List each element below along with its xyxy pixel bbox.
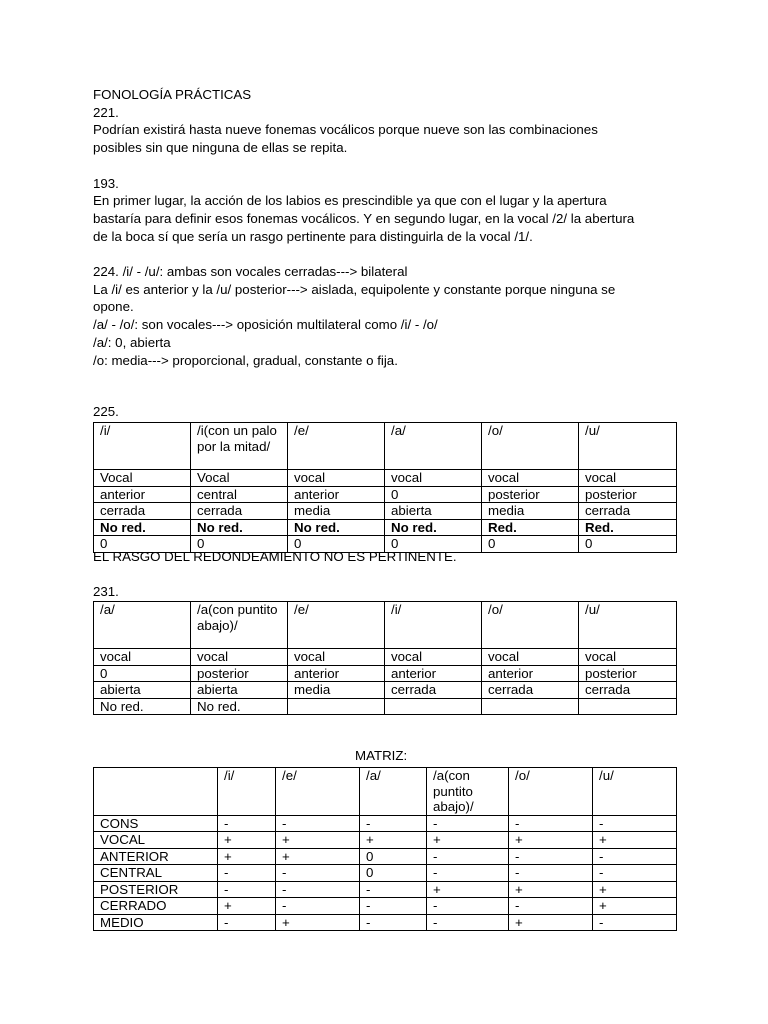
table-cell: No red.: [288, 519, 385, 536]
table-cell: anterior: [482, 665, 579, 682]
table-cell: /i/: [94, 423, 191, 470]
table-cell: +: [276, 848, 360, 865]
table-cell: /a(con puntito abajo)/: [427, 768, 509, 816]
exercise-224-line: La /i/ es anterior y la /u/ posterior---> aislada, equipolente y constante porque ninguna se: [93, 281, 616, 297]
table-cell: 0: [360, 865, 427, 882]
table-cell: +: [593, 898, 677, 915]
table-cell: /o/: [482, 423, 579, 470]
table-cell: [288, 698, 385, 715]
exercise-221-number: 221.: [93, 104, 119, 120]
table-cell: -: [427, 914, 509, 931]
table-row: [94, 602, 677, 649]
exercise-193-line: bastaría para definir esos fonemas vocálicos. Y en segundo lugar, en la vocal /2/ la abertura: [93, 210, 635, 226]
table-cell: vocal: [579, 649, 677, 666]
table-cell: /e/: [288, 423, 385, 470]
table-cell: -: [360, 881, 427, 898]
table-225: [93, 422, 677, 553]
table-cell: /e/: [288, 602, 385, 649]
exercise-224-line: 224. /i/ - /u/: ambas son vocales cerradas---> bilateral: [93, 264, 408, 279]
table-row: [94, 503, 677, 520]
table-cell: -: [276, 881, 360, 898]
table-cell: 0: [360, 848, 427, 865]
table-cell: /u/: [579, 423, 677, 470]
table-cell: cerrada: [579, 682, 677, 699]
table-row: [94, 486, 677, 503]
table-cell: cerrada: [94, 503, 191, 520]
table-row: [94, 881, 677, 898]
table-cell: +: [427, 881, 509, 898]
table-row: [94, 519, 677, 536]
table-cell: No red.: [94, 519, 191, 536]
table-row: [94, 682, 677, 699]
table-cell: Red.: [579, 519, 677, 536]
exercise-193-line: de la boca sí que sería un rasgo pertinente para distinguirla de la vocal /1/.: [93, 228, 533, 244]
table-row: [94, 898, 677, 915]
table-cell: vocal: [579, 470, 677, 487]
table-cell: anterior: [385, 665, 482, 682]
table-cell: -: [593, 865, 677, 882]
exercise-224-line: /a/: 0, abierta: [93, 334, 171, 350]
table-cell: CENTRAL: [94, 865, 218, 882]
table-cell: No red.: [385, 519, 482, 536]
table-row: [94, 832, 677, 849]
table-cell: media: [288, 503, 385, 520]
table-cell: [579, 698, 677, 715]
table-cell: central: [191, 486, 288, 503]
table-cell: cerrada: [191, 503, 288, 520]
table-cell: cerrada: [482, 682, 579, 699]
exercise-224-line: opone.: [93, 299, 134, 315]
exercise-225-number: 225.: [93, 404, 119, 419]
exercise-224-line: /a/ - /o/: son vocales---> oposición multilateral como /i/ - /o/: [93, 317, 438, 333]
table-cell: -: [509, 848, 593, 865]
table-row: [94, 665, 677, 682]
table-cell: -: [276, 815, 360, 832]
matrix-table: [93, 767, 677, 931]
table-cell: 0: [288, 536, 385, 553]
table-cell: +: [218, 848, 276, 865]
table-cell: /a(con puntito abajo)/: [191, 602, 288, 649]
table-cell: cerrada: [385, 682, 482, 699]
table-row: [94, 815, 677, 832]
table-cell: /i(con un palo por la mitad/: [191, 423, 288, 470]
table-cell: 0: [385, 536, 482, 553]
table-cell: media: [482, 503, 579, 520]
table-row: [94, 768, 677, 816]
table-cell: -: [593, 848, 677, 865]
table-cell: +: [276, 832, 360, 849]
table-cell: -: [593, 914, 677, 931]
table-cell: /e/: [276, 768, 360, 816]
table-cell: -: [509, 865, 593, 882]
table-cell: 0: [579, 536, 677, 553]
table-cell: VOCAL: [94, 832, 218, 849]
matrix-title: MATRIZ:: [355, 748, 408, 763]
table-cell: +: [593, 832, 677, 849]
table-cell: +: [509, 832, 593, 849]
table-row: [94, 470, 677, 487]
table-cell: -: [360, 898, 427, 915]
table-cell: /u/: [579, 602, 677, 649]
table-cell: /u/: [593, 768, 677, 816]
table-cell: vocal: [191, 649, 288, 666]
table-cell: Vocal: [191, 470, 288, 487]
table-cell: /o/: [509, 768, 593, 816]
table-cell: -: [427, 848, 509, 865]
table-cell: -: [276, 865, 360, 882]
table-row: [94, 865, 677, 882]
table-cell: [385, 698, 482, 715]
table-cell: /a/: [360, 768, 427, 816]
table-cell: 0: [482, 536, 579, 553]
document-text: [93, 86, 683, 369]
table-cell: /o/: [482, 602, 579, 649]
table-cell: posterior: [579, 665, 677, 682]
table-cell: media: [288, 682, 385, 699]
table-cell: vocal: [482, 470, 579, 487]
table-cell: 0: [191, 536, 288, 553]
table-cell: -: [509, 898, 593, 915]
table-row: [94, 698, 677, 715]
table-cell: +: [593, 881, 677, 898]
table-cell: -: [427, 865, 509, 882]
exercise-224-line: /o: media---> proporcional, gradual, constante o fija.: [93, 352, 398, 368]
table-cell: -: [218, 914, 276, 931]
table-cell: anterior: [94, 486, 191, 503]
table-cell: +: [218, 898, 276, 915]
table-cell: cerrada: [579, 503, 677, 520]
table-cell: -: [593, 815, 677, 832]
table-cell: +: [276, 914, 360, 931]
document-title: FONOLOGÍA PRÁCTICAS: [93, 87, 252, 102]
table-cell: abierta: [385, 503, 482, 520]
table-cell: -: [360, 815, 427, 832]
table-cell: -: [427, 898, 509, 915]
table-cell: +: [509, 881, 593, 898]
table-cell: [482, 698, 579, 715]
table-cell: +: [218, 832, 276, 849]
table-cell: Vocal: [94, 470, 191, 487]
table-row: [94, 423, 677, 470]
table-cell: anterior: [288, 486, 385, 503]
table-row: [94, 649, 677, 666]
table-cell: ANTERIOR: [94, 848, 218, 865]
table-cell: -: [427, 815, 509, 832]
table-cell: abierta: [191, 682, 288, 699]
table-cell: MEDIO: [94, 914, 218, 931]
table-cell: -: [509, 815, 593, 832]
table-cell: /i/: [385, 602, 482, 649]
exercise-193-number: 193.: [93, 175, 119, 191]
table-cell: -: [360, 914, 427, 931]
table-cell: vocal: [482, 649, 579, 666]
table-cell: vocal: [94, 649, 191, 666]
table-cell: [94, 768, 218, 816]
table-cell: +: [509, 914, 593, 931]
table-row: [94, 848, 677, 865]
table-231: [93, 601, 677, 715]
exercise-221-line: Podrían existirá hasta nueve fonemas vocálicos porque nueve son las combinaciones: [93, 122, 598, 138]
table-cell: -: [218, 881, 276, 898]
table-cell: Red.: [482, 519, 579, 536]
table-cell: +: [360, 832, 427, 849]
table-cell: +: [427, 832, 509, 849]
table-cell: No red.: [191, 698, 288, 715]
exercise-221-line: posibles sin que ninguna de ellas se repita.: [93, 140, 348, 156]
table-row: [94, 914, 677, 931]
table-cell: /i/: [218, 768, 276, 816]
table-cell: posterior: [579, 486, 677, 503]
table-cell: posterior: [191, 665, 288, 682]
table-cell: No red.: [94, 698, 191, 715]
table-cell: CONS: [94, 815, 218, 832]
table-cell: 0: [385, 486, 482, 503]
table-cell: -: [218, 815, 276, 832]
table-cell: vocal: [385, 649, 482, 666]
table-cell: CERRADO: [94, 898, 218, 915]
table-cell: -: [276, 898, 360, 915]
table-cell: vocal: [385, 470, 482, 487]
table-cell: vocal: [288, 649, 385, 666]
exercise-231-number: 231.: [93, 584, 119, 599]
table-cell: -: [218, 865, 276, 882]
table-cell: 0: [94, 536, 191, 553]
table-cell: No red.: [191, 519, 288, 536]
table-cell: /a/: [385, 423, 482, 470]
table-cell: abierta: [94, 682, 191, 699]
exercise-225-note: EL RASGO DEL REDONDEAMIENTO NO ES PERTINENTE.: [93, 549, 457, 564]
table-cell: /a/: [94, 602, 191, 649]
table-cell: 0: [94, 665, 191, 682]
table-cell: posterior: [482, 486, 579, 503]
table-cell: anterior: [288, 665, 385, 682]
exercise-193-line: En primer lugar, la acción de los labios es prescindible ya que con el lugar y la apertura: [93, 193, 607, 209]
table-cell: vocal: [288, 470, 385, 487]
table-cell: POSTERIOR: [94, 881, 218, 898]
